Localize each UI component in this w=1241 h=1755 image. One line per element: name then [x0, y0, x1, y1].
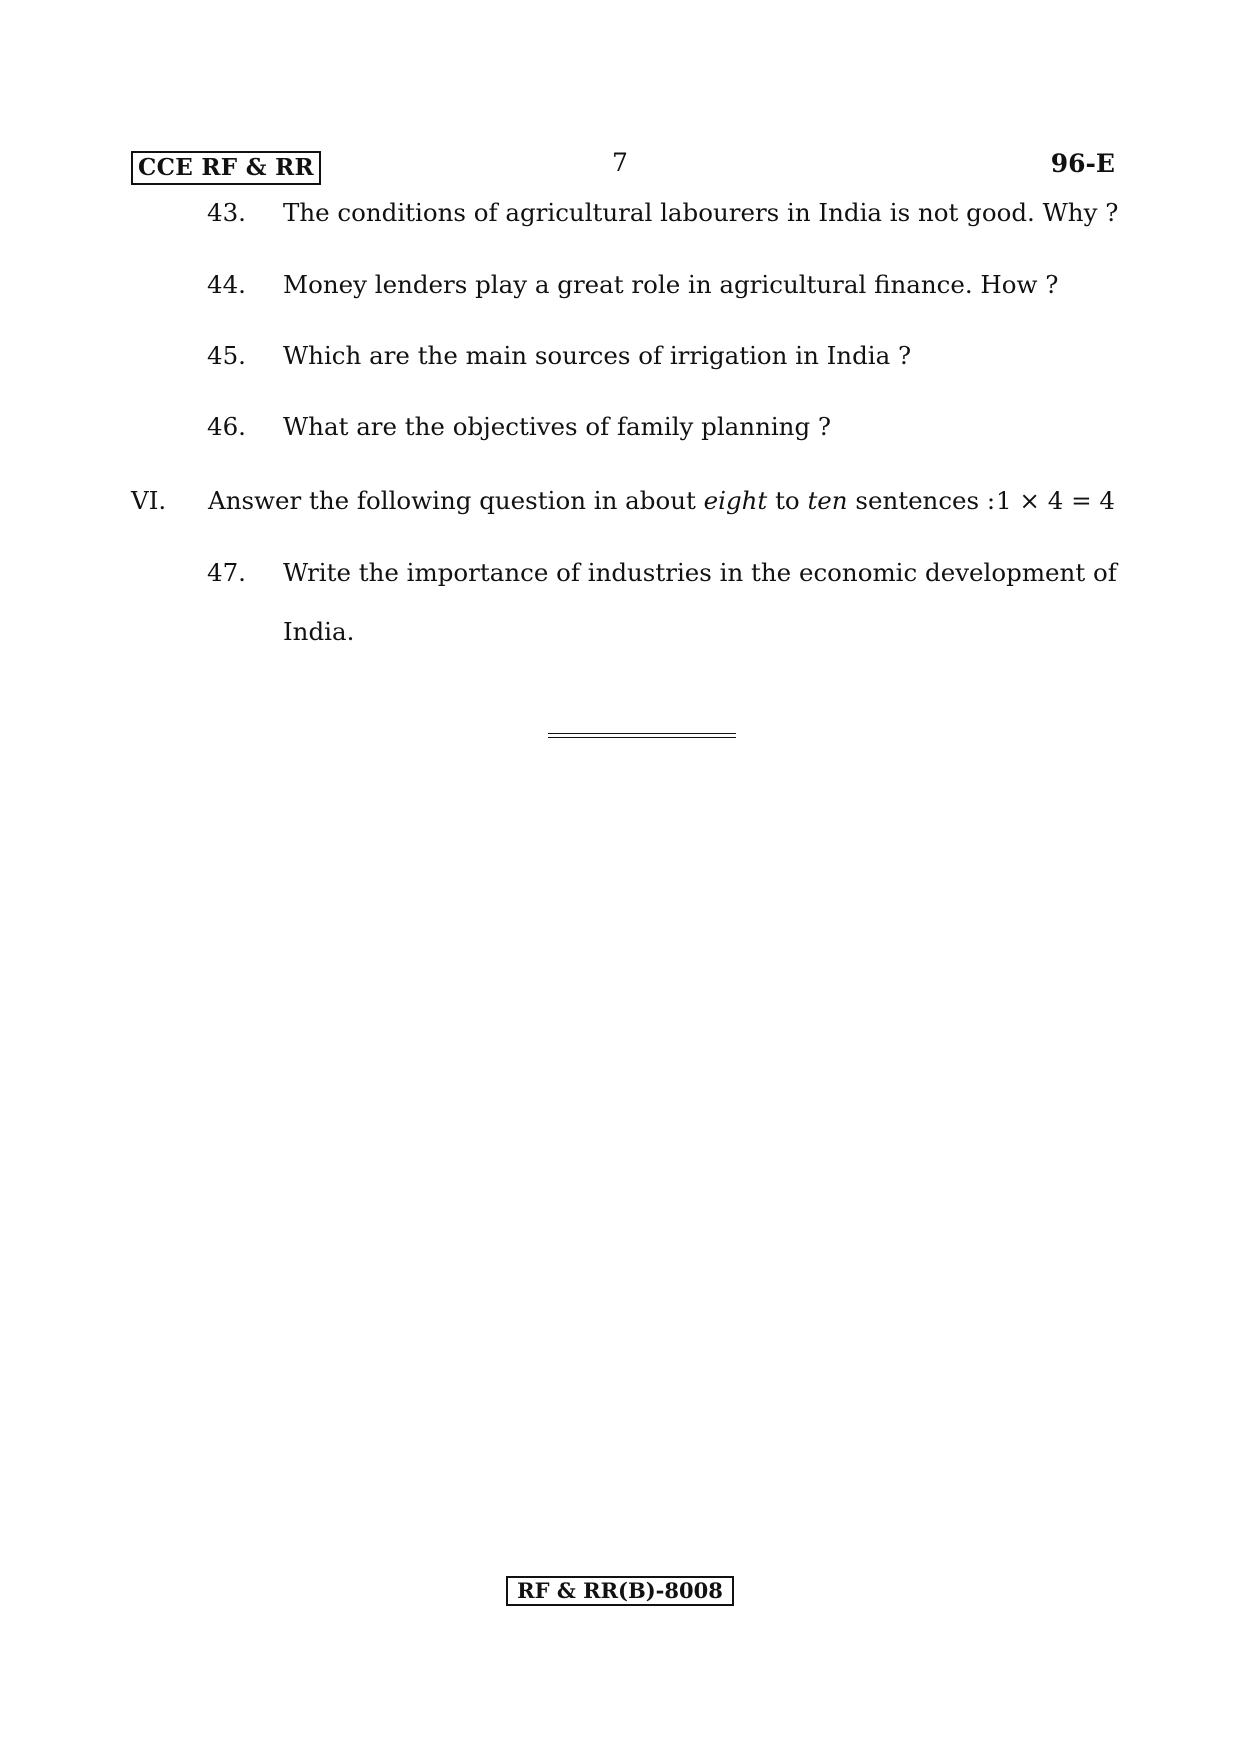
- end-of-questions-rule: [548, 733, 736, 738]
- question-number: 43.: [207, 198, 246, 227]
- section-marks: 1 × 4 = 4: [996, 486, 1115, 515]
- paper-code: 96-E: [1050, 149, 1115, 178]
- instruction-emphasis-eight: eight: [703, 486, 768, 515]
- question-number: 46.: [207, 412, 246, 441]
- page-number: 7: [612, 148, 628, 177]
- question-text: Money lenders play a great role in agricultural finance. How ?: [283, 270, 1059, 299]
- question-text: What are the objectives of family planning ?: [283, 412, 832, 441]
- question-text-line-1: Write the importance of industries in the economic development of: [283, 558, 1117, 587]
- footer-code-box: RF & RR(B)-8008: [506, 1576, 734, 1606]
- question-text: The conditions of agricultural labourers in India is not good. Why ?: [283, 198, 1119, 227]
- question-text-line-2: India.: [283, 617, 355, 646]
- instruction-emphasis-ten: ten: [807, 486, 848, 515]
- question-number: 44.: [207, 270, 246, 299]
- instruction-part: Answer the following question in about: [208, 486, 704, 515]
- exam-code-box: CCE RF & RR: [131, 151, 321, 185]
- section-instruction: [208, 485, 995, 517]
- instruction-part: to: [767, 486, 808, 515]
- instruction-part: sentences :: [847, 486, 996, 515]
- question-text: Which are the main sources of irrigation in India ?: [283, 341, 912, 370]
- question-number: 47.: [207, 558, 246, 587]
- question-number: 45.: [207, 341, 246, 370]
- section-number: VI.: [131, 486, 167, 515]
